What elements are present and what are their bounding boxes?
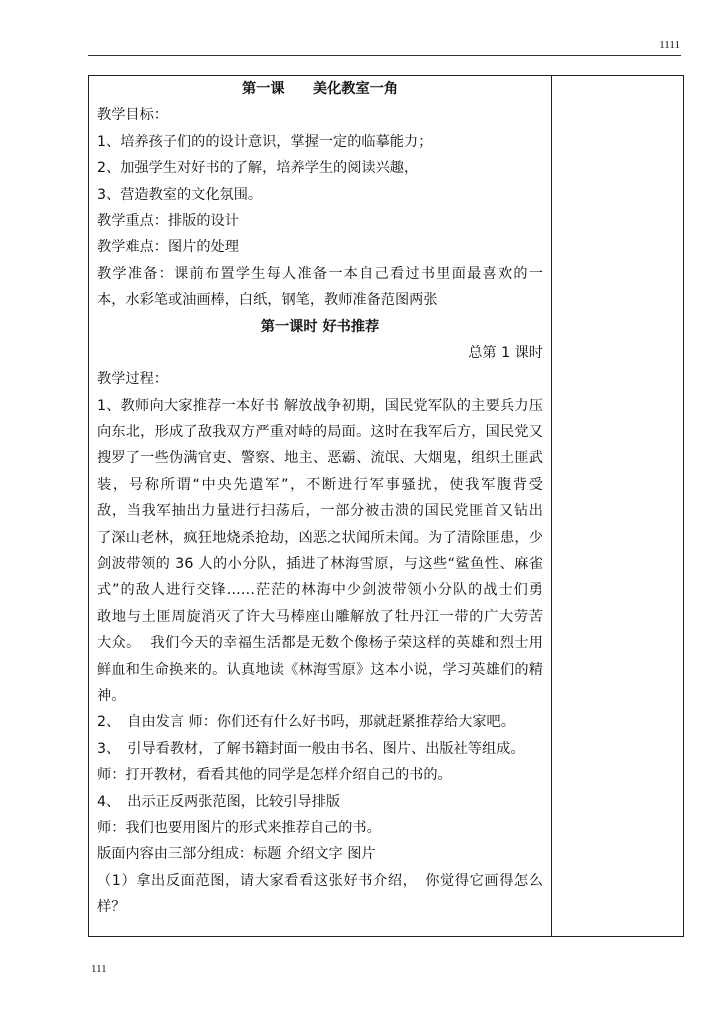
lesson-table (88, 75, 684, 937)
lesson-subtitle: 第一课时 好书推荐 (260, 318, 380, 335)
footer-page-code: 111 (91, 963, 107, 975)
text-line: 鲜血和生命换来的。认真地读《林海雪原》这本小说，学习英雄们的精 (97, 661, 543, 678)
text-line: 教学目标： (97, 107, 168, 124)
text-line: 了深山老林，疯狂地烧杀抢劫，凶恶之状闻所未闻。为了清除匪患，少 (97, 529, 543, 546)
header-rule (88, 55, 681, 56)
text-line: （1）拿出反面范图，请大家看看这张好书介绍， 你觉得它画得怎么 (97, 872, 543, 889)
text-line: 3、 引导看教材，了解书籍封面一般由书名、图片、出版社等组成。 (97, 740, 525, 757)
text-line: 1、培养孩子们的的设计意识，掌握一定的临摹能力； (97, 133, 433, 150)
text-line: 本，水彩笔或油画棒，白纸，钢笔，教师准备范图两张 (97, 292, 438, 309)
text-line: 师：打开教材，看看其他的同学是怎样介绍自己的书的。 (97, 767, 452, 784)
text-line: 教学难点：图片的处理 (97, 239, 239, 256)
text-line: 敢地与土匪周旋消灭了许大马棒座山雕解放了牡丹江一带的广大劳苦 (97, 608, 543, 625)
text-line: 装，号称所谓“中央先遣军”，不断进行军事骚扰，使我军腹背受 (97, 476, 543, 493)
column-divider (551, 76, 552, 936)
header-page-code: 1111 (659, 39, 680, 51)
text-line: 4、 出示正反两张范图，比较引导排版 (97, 793, 341, 810)
text-line: 大众。 我们今天的幸福生活都是无数个像杨子荣这样的英雄和烈士用 (97, 635, 543, 652)
text-line: 师：我们也要用图片的形式来推荐自己的书。 (97, 819, 381, 836)
text-line: 1、教师向大家推荐一本好书 解放战争初期，国民党军队的主要兵力压 (97, 397, 543, 414)
lesson-period: 总第 1 课时 (468, 344, 543, 361)
text-line: 教学重点：排版的设计 (97, 212, 239, 229)
lesson-content (97, 76, 543, 921)
text-line: 版面内容由三部分组成：标题 介绍文字 图片 (97, 846, 376, 863)
text-line: 2、加强学生对好书的了解，培养学生的阅读兴趣， (97, 160, 419, 177)
text-line: 敌，当我军抽出力量进行扫荡后，一部分被击溃的国民党匪首又钻出 (97, 503, 543, 520)
text-line: 教学准备：课前布置学生每人准备一本自己看过书里面最喜欢的一 (97, 265, 543, 282)
text-line: 样？ (97, 899, 126, 916)
text-line: 3、营造教室的文化氛围。 (97, 186, 263, 203)
text-line: 式”的敌人进行交锋……茫茫的林海中少剑波带领小分队的战士们勇 (97, 582, 543, 599)
text-line: 向东北，形成了敌我双方严重对峙的局面。这时在我军后方，国民党又 (97, 424, 543, 441)
text-line: 搜罗了一些伪满官吏、警察、地主、恶霸、流氓、大烟鬼，组织土匪武 (97, 450, 543, 467)
text-line: 剑波带领的 36 人的小分队，插进了林海雪原，与这些“鲨鱼性、麻雀 (97, 556, 543, 573)
text-line: 教学过程： (97, 371, 168, 388)
text-line: 2、 自由发言 师：你们还有什么好书吗，那就赶紧推荐给大家吧。 (97, 714, 515, 731)
lesson-title: 第一课 美化教室一角 (241, 81, 399, 97)
text-line: 神。 (97, 687, 126, 704)
